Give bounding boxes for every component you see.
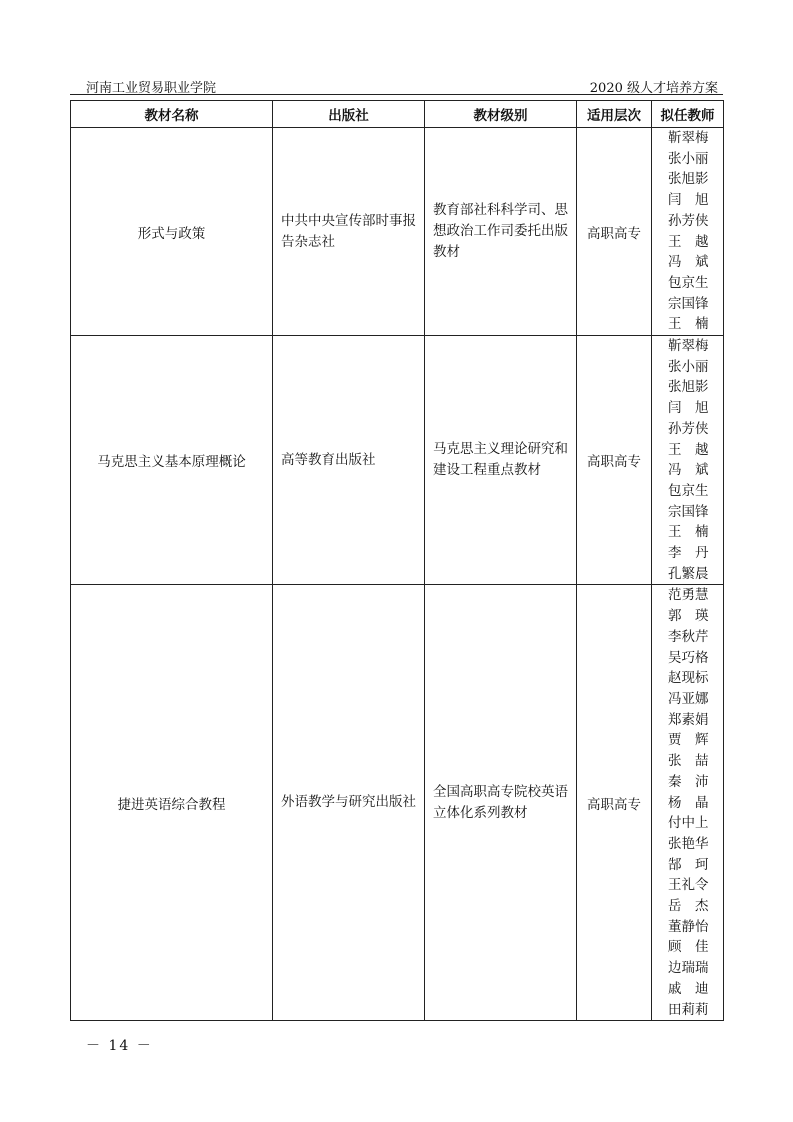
teacher-name: 孔繁晨 <box>668 565 709 582</box>
teacher-name: 顾 佳 <box>668 939 709 956</box>
teacher-name: 闫 旭 <box>668 400 709 417</box>
teacher-name: 靳翠梅 <box>668 338 709 355</box>
teacher-name: 王 越 <box>668 441 709 458</box>
teacher-name: 张艳华 <box>668 835 709 852</box>
teacher-name: 孙芳侠 <box>668 212 709 229</box>
teacher-name: 王 楠 <box>668 316 709 333</box>
header-institution: 河南工业贸易职业学院 <box>86 81 217 96</box>
publisher-cell: 中共中央宣传部时事报告杂志社 <box>273 128 425 336</box>
teacher-name: 郑素娟 <box>668 711 709 728</box>
teacher-name: 张旭影 <box>668 379 709 396</box>
applicable-level-cell: 高职高专 <box>577 128 652 336</box>
teacher-name: 王 越 <box>668 233 709 250</box>
table-row <box>71 585 724 1021</box>
teacher-name: 张 喆 <box>668 753 709 770</box>
applicable-level-cell: 高职高专 <box>577 585 652 1021</box>
teacher-name: 付中上 <box>668 815 709 832</box>
teacher-name: 张旭影 <box>668 171 709 188</box>
header-rule <box>70 94 723 95</box>
column-header-applicable-level: 适用层次 <box>577 101 652 128</box>
table-row <box>71 128 724 336</box>
table-row <box>71 336 724 585</box>
teacher-name: 包京生 <box>668 274 709 291</box>
column-header-teachers: 拟任教师 <box>652 101 724 128</box>
table-header-row <box>71 101 724 128</box>
teacher-name: 赵现标 <box>668 670 709 687</box>
teacher-name: 杨 晶 <box>668 794 709 811</box>
teacher-name: 边瑞瑞 <box>668 960 709 977</box>
teacher-name: 田莉莉 <box>668 1001 709 1018</box>
table-body <box>71 128 724 1021</box>
teacher-name: 郭 瑛 <box>668 608 709 625</box>
textbook-name-cell: 形式与政策 <box>71 128 273 336</box>
teacher-name: 岳 杰 <box>668 898 709 915</box>
teacher-name: 靳翠梅 <box>668 130 709 146</box>
publisher-cell: 外语教学与研究出版社 <box>273 585 425 1021</box>
teacher-name: 范勇慧 <box>668 587 709 604</box>
teacher-name: 王礼令 <box>668 877 709 894</box>
teacher-name: 闫 旭 <box>668 192 709 209</box>
textbook-level-cell: 全国高职高专院校英语立体化系列教材 <box>425 585 577 1021</box>
header-document-title: 2020 级人才培养方案 <box>589 81 718 96</box>
teacher-name: 冯 斌 <box>668 254 709 271</box>
teacher-name: 冯亚娜 <box>668 690 709 707</box>
textbook-level-cell: 马克思主义理论研究和建设工程重点教材 <box>425 336 577 585</box>
teacher-name: 孙芳侠 <box>668 420 709 437</box>
teacher-name: 李秋芹 <box>668 628 709 645</box>
applicable-level-cell: 高职高专 <box>577 336 652 585</box>
teacher-name: 戚 迪 <box>668 980 709 997</box>
teachers-cell <box>652 128 724 336</box>
teacher-name: 郜 珂 <box>668 856 709 873</box>
teachers-cell <box>652 585 724 1021</box>
teacher-name: 贾 辉 <box>668 732 709 749</box>
teacher-name: 李 丹 <box>668 545 709 562</box>
teacher-name: 冯 斌 <box>668 462 709 479</box>
teacher-name: 秦 沛 <box>668 773 709 790</box>
teacher-name: 张小丽 <box>668 358 709 375</box>
teacher-name: 宗国锋 <box>668 503 709 520</box>
textbook-name-cell: 捷进英语综合教程 <box>71 585 273 1021</box>
teacher-name: 宗国锋 <box>668 295 709 312</box>
teacher-name: 吴巧格 <box>668 649 709 666</box>
publisher-cell: 高等教育出版社 <box>273 336 425 585</box>
textbook-level-cell: 教育部社科科学司、思想政治工作司委托出版教材 <box>425 128 577 336</box>
page-number: － 14 － <box>86 1038 153 1054</box>
teachers-cell <box>652 336 724 585</box>
textbook-name-cell: 马克思主义基本原理概论 <box>71 336 273 585</box>
teacher-name: 包京生 <box>668 482 709 499</box>
column-header-textbook-level: 教材级别 <box>425 101 577 128</box>
column-header-publisher: 出版社 <box>273 101 425 128</box>
column-header-textbook-name: 教材名称 <box>71 101 273 128</box>
teacher-name: 张小丽 <box>668 150 709 167</box>
teacher-name: 董静怡 <box>668 918 709 935</box>
teacher-name: 王 楠 <box>668 524 709 541</box>
textbook-table <box>70 100 724 1021</box>
